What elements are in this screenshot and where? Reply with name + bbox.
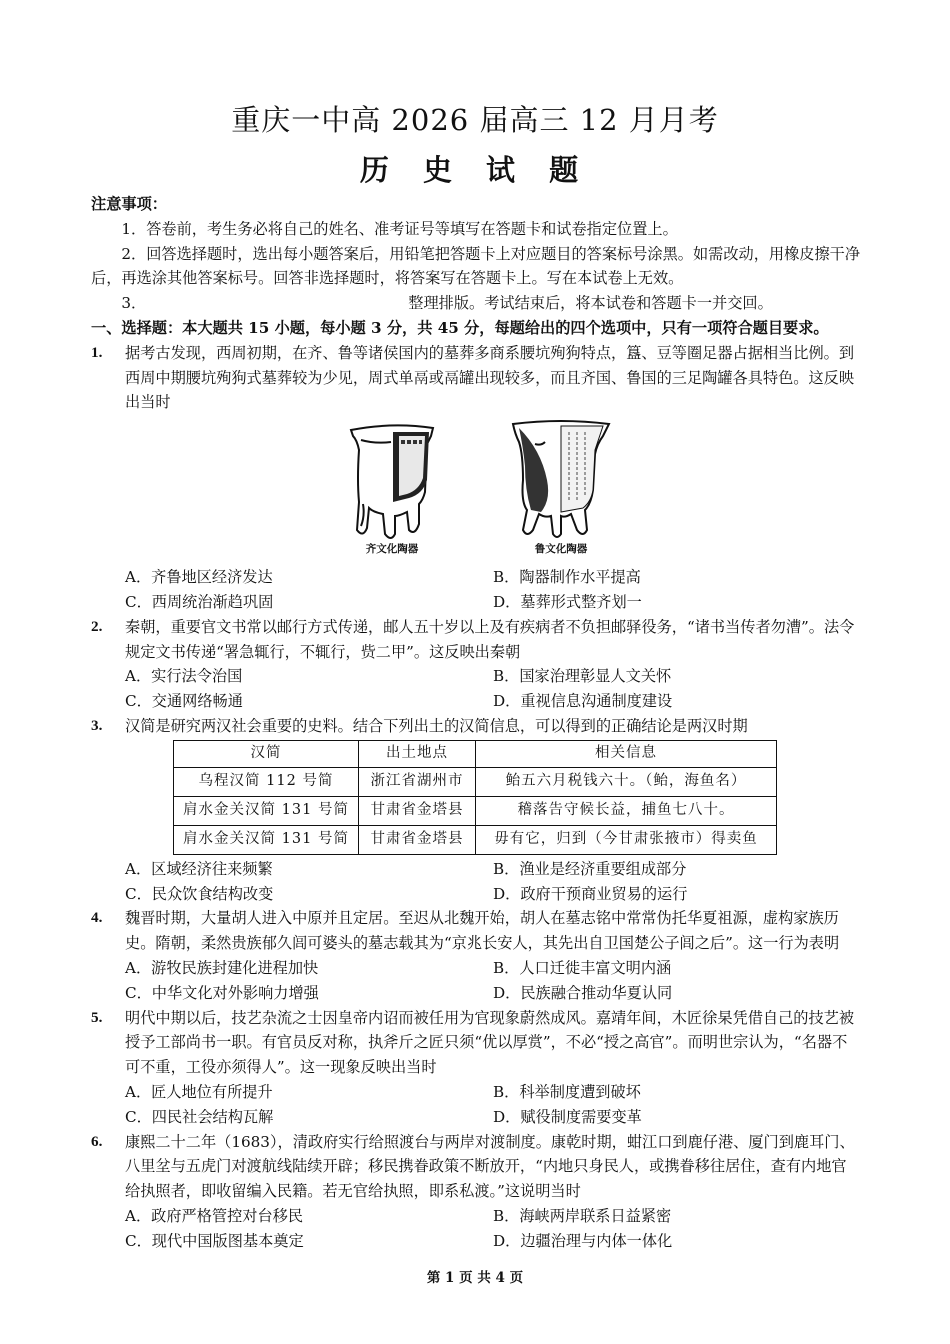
options-row xyxy=(125,689,861,714)
table-cell: 稽落告守候长益，捕鱼七八十。 xyxy=(476,796,777,825)
option-d: D．边疆治理与内体一体化 xyxy=(493,1231,673,1250)
option-c: C．四民社会结构瓦解 xyxy=(125,1107,274,1126)
option-c: C．民众饮食结构改变 xyxy=(125,884,274,903)
options-row xyxy=(125,882,861,907)
lu-pottery-figure xyxy=(501,420,621,556)
option-b: B．人口迁徙丰富文明内涵 xyxy=(493,958,672,977)
option-d: D．重视信息沟通制度建设 xyxy=(493,692,673,711)
question-3 xyxy=(91,714,861,739)
question-3-options xyxy=(125,857,861,907)
lu-pottery-caption: 鲁文化陶器 xyxy=(534,543,588,556)
question-number: 2. xyxy=(91,617,103,635)
option-b: B．科举制度遭到破坏 xyxy=(493,1082,641,1101)
options-row xyxy=(125,1229,861,1254)
qi-pottery-figure xyxy=(337,420,447,556)
option-a: A．区域经济往来频繁 xyxy=(125,859,273,878)
option-b: B．陶器制作水平提高 xyxy=(493,568,641,587)
table-header: 相关信息 xyxy=(476,740,777,767)
page-footer: 第 1 页 共 4 页 xyxy=(426,1270,524,1286)
options-row xyxy=(125,664,861,689)
question-6-options xyxy=(125,1204,861,1254)
options-row xyxy=(125,956,861,981)
option-b: B．渔业是经济重要组成部分 xyxy=(493,859,687,878)
option-a: A．实行法令治国 xyxy=(125,667,243,686)
question-4-options xyxy=(125,956,861,1006)
notice-heading: 注意事项： xyxy=(91,195,167,213)
options-row xyxy=(125,981,861,1006)
notice-item-3-text: 整理排版。考试结束后，将本试卷和答题卡一并交回。 xyxy=(408,294,773,313)
table-row xyxy=(174,767,777,796)
options-row xyxy=(125,1204,861,1229)
table-cell: 鲐五六月税钱六十。（鲐，海鱼名） xyxy=(476,767,777,796)
option-c: C．西周统治渐趋巩固 xyxy=(125,592,274,611)
question-number: 6. xyxy=(91,1132,103,1150)
option-a: A．政府严格管控对台移民 xyxy=(125,1206,304,1225)
question-stem: 汉简是研究两汉社会重要的史料。结合下列出土的汉简信息，可以得到的正确结论是两汉时期 xyxy=(125,716,748,735)
option-d: D．民族融合推动华夏认同 xyxy=(493,983,673,1002)
question-1 xyxy=(91,341,861,415)
table-cell: 甘肃省金塔县 xyxy=(359,825,476,854)
options-row xyxy=(125,1105,861,1130)
question-stem: 康熙二十二年（1683），清政府实行给照渡台与两岸对渡制度。康乾时期，蚶江口到鹿仔港、厦门到鹿耳门、八里坌与五虎门对渡航线陆续开辟；移民携眷政策不断放开，“内地只身民人，或携眷移往居住，查有内地官给执照者，即收留编入民籍。若无官给执照，即系私渡。”这说明当时 xyxy=(125,1132,855,1201)
table-row xyxy=(174,796,777,825)
question-5-options xyxy=(125,1080,861,1130)
question-stem: 据考古发现，西周初期，在齐、鲁等诸侯国内的墓葬多商系腰坑殉狗特点，簋、豆等圈足器占据相当比例。到西周中期腰坑殉狗式墓葬较为少见，周式单鬲或鬲罐出现较多，而且齐国、鲁国的三足陶罐各具特色。这反映出当时 xyxy=(125,343,854,412)
option-a: A．游牧民族封建化进程加快 xyxy=(125,958,319,977)
exam-content xyxy=(91,192,861,1254)
section-heading: 一、选择题：本大题共 15 小题，每小题 3 分，共 45 分，每题给出的四个选项中，只有一项符合题目要求。 xyxy=(91,318,829,337)
qi-pottery-image xyxy=(349,420,435,540)
option-a: A．齐鲁地区经济发达 xyxy=(125,568,273,587)
lu-pottery-image xyxy=(511,420,611,540)
option-a: A．匠人地位有所提升 xyxy=(125,1082,273,1101)
options-row xyxy=(125,565,861,590)
table-cell: 乌程汉简 112 号简 xyxy=(174,767,359,796)
table-header-row xyxy=(174,740,777,767)
question-2-options xyxy=(125,664,861,714)
han-slips-table xyxy=(173,740,777,855)
qi-pottery-caption: 齐文化陶器 xyxy=(365,543,419,556)
exam-title: 重庆一中高 2026 届高三 12 月月考 xyxy=(231,103,719,137)
question-stem: 魏晋时期，大量胡人进入中原并且定居。至迟从北魏开始，胡人在墓志铭中常常伪托华夏祖源，虚构家族历史。隋朝，柔然贵族郁久闾可婆头的墓志载其为“京兆长安人，其先出自卫国楚公子闾之后”。这一行为表明 xyxy=(125,909,840,953)
question-1-options xyxy=(125,565,861,615)
option-c: C．交通网络畅通 xyxy=(125,692,243,711)
option-d: D．赋役制度需要变革 xyxy=(493,1107,642,1126)
option-c: C．现代中国版图基本奠定 xyxy=(125,1231,304,1250)
option-d: D．政府干预商业贸易的运行 xyxy=(493,884,688,903)
options-row xyxy=(125,1080,861,1105)
table-cell: 毋有它，归到（今甘肃张掖市）得卖鱼 xyxy=(476,825,777,854)
question-stem: 明代中期以后，技艺杂流之士因皇帝内诏而被任用为官现象蔚然成风。嘉靖年间，木匠徐杲凭借自己的技艺被授予工部尚书一职。有官员反对称，执斧斤之匠只须“优以厚赏”，不必“授之高官”。而明世宗认为，“名器不可不重，工役亦须得人”。这一现象反映出当时 xyxy=(125,1008,854,1077)
question-6 xyxy=(91,1130,861,1204)
subject-title: 历 史 试 题 xyxy=(359,153,591,187)
table-header: 出土地点 xyxy=(359,740,476,767)
question-number: 5. xyxy=(91,1008,103,1026)
option-b: B．海峡两岸联系日益紧密 xyxy=(493,1206,672,1225)
notice-item-3 xyxy=(91,291,861,316)
question-4 xyxy=(91,906,861,956)
table-cell: 肩水金关汉简 131 号简 xyxy=(174,825,359,854)
notice-item-1: 1．答卷前，考生务必将自己的姓名、准考证号等填写在答题卡和试卷指定位置上。 xyxy=(121,219,678,238)
question-2 xyxy=(91,615,861,665)
notice-item-2: 2．回答选择题时，选出每小题答案后，用铅笔把答题卡上对应题目的答案标号涂黑。如需改动，用橡皮擦干净后，再选涂其他答案标号。回答非选择题时，将答案写在答题卡上。写在本试卷上无效。 xyxy=(91,244,861,288)
pottery-figures xyxy=(91,420,861,562)
notice-item-3-num: 3． xyxy=(121,294,147,313)
option-c: C．中华文化对外影响力增强 xyxy=(125,983,319,1002)
options-row xyxy=(125,590,861,615)
question-5 xyxy=(91,1006,861,1080)
question-number: 1. xyxy=(91,343,103,361)
option-d: D．墓葬形式整齐划一 xyxy=(493,592,642,611)
options-row xyxy=(125,857,861,882)
question-stem: 秦朝，重要官文书常以邮行方式传递，邮人五十岁以上及有疾病者不负担邮驿役务，“诸书当传者勿漕”。法令规定文书传递“署急辄行，不辄行，赀二甲”。这反映出秦朝 xyxy=(125,617,855,661)
question-number: 4. xyxy=(91,909,103,927)
table-cell: 肩水金关汉简 131 号简 xyxy=(174,796,359,825)
option-b: B．国家治理彰显人文关怀 xyxy=(493,667,672,686)
table-cell: 甘肃省金塔县 xyxy=(359,796,476,825)
table-header: 汉简 xyxy=(174,740,359,767)
table-cell: 浙江省湖州市 xyxy=(359,767,476,796)
table-row xyxy=(174,825,777,854)
question-number: 3. xyxy=(91,716,103,734)
